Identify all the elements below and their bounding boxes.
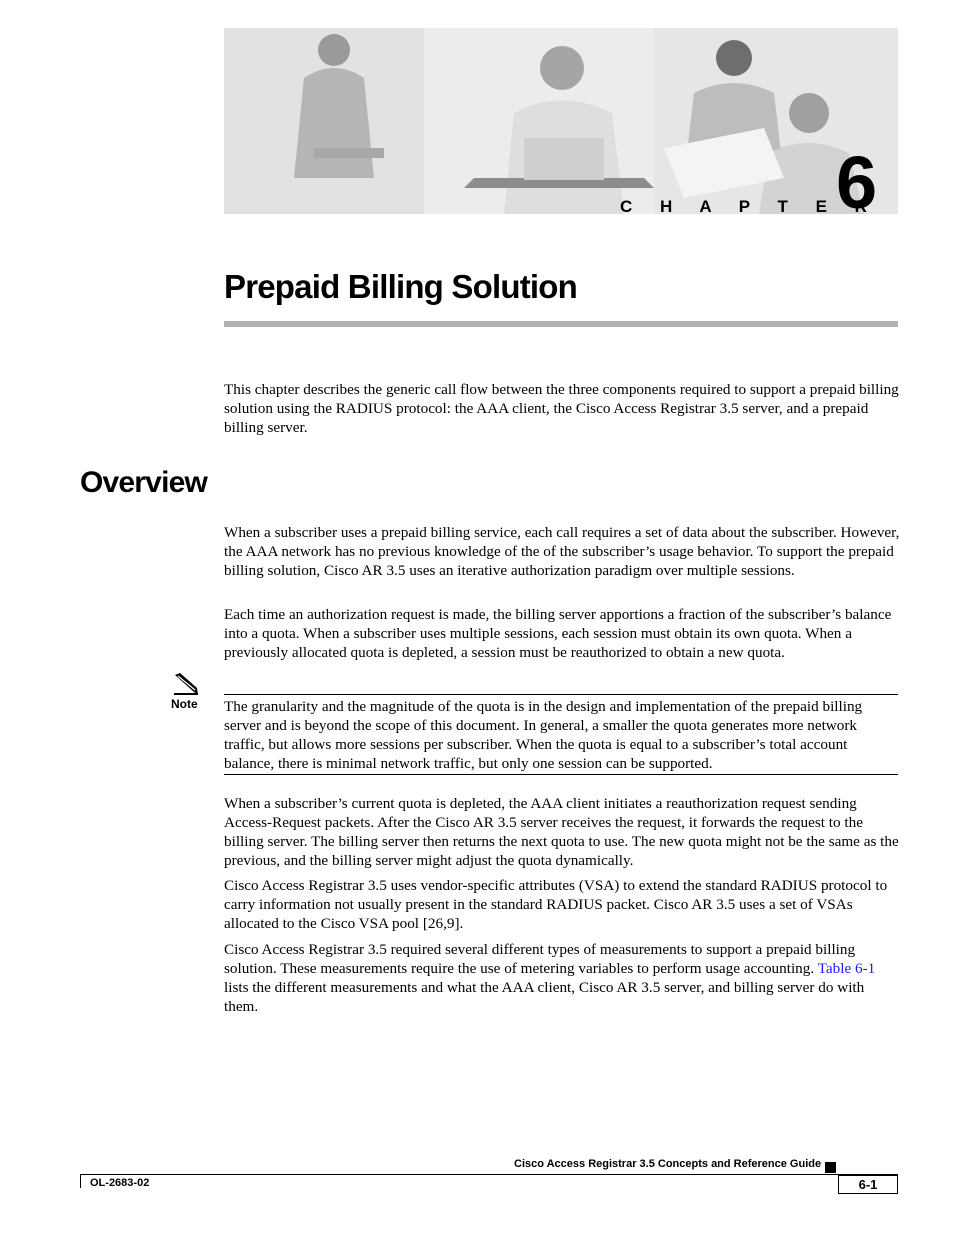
footer-rule — [80, 1174, 898, 1175]
intro-paragraph: This chapter describes the generic call flow between the three components required to support a prepaid billing solution using the RADIUS protocol: the AAA client, the Cisco Access Registrar 3.5 server, and a prepaid billing server. — [224, 381, 899, 436]
footer-tick — [80, 1174, 81, 1188]
chapter-banner-photo — [224, 28, 898, 214]
pencil-note-icon — [172, 672, 200, 696]
banner-people-illustration — [224, 28, 898, 214]
footer-marker — [825, 1162, 836, 1173]
chapter-title: Prepaid Billing Solution — [224, 268, 577, 305]
overview-paragraph-5-tail: lists the different measurements and what the AAA client, Cisco AR 3.5 server, and billing server do with them. — [224, 979, 865, 1015]
overview-paragraph-1: When a subscriber uses a prepaid billing service, each call requires a set of data about the subscriber. However, the AAA network has no previous knowledge of the of the subscriber’s usage behavior. To support the prepaid billing solution, Cisco AR 3.5 uses an iterative authorization paradigm over multiple sessions. — [224, 524, 900, 579]
section-heading: Overview — [80, 466, 208, 499]
footer-guide-title: Cisco Access Registrar 3.5 Concepts and Reference Guide — [514, 1158, 822, 1170]
overview-paragraph-2: Each time an authorization request is made, the billing server apportions a fraction of the subscriber’s balance into a quota. When a subscriber uses multiple sessions, each session must obtain its own quota. When a previously allocated quota is depleted, a session must be reauthorized to obtain a new quota. — [224, 606, 892, 661]
title-rule — [224, 321, 898, 327]
chapter-number: 6 — [836, 141, 878, 224]
overview-paragraph-3: When a subscriber’s current quota is depleted, the AAA client initiates a reauthorization request sending Access-Request packets. After the Cisco AR 3.5 server receives the request, it forwards the request to the billing server. The billing server then returns the next quota to use. The new quota might not be the same as the previous, and the billing server might adjust the quota dynamically. — [224, 795, 899, 869]
note-top-rule — [224, 694, 898, 695]
overview-paragraph-4: Cisco Access Registrar 3.5 uses vendor-specific attributes (VSA) to extend the standard RADIUS protocol to carry information not usually present in the standard RADIUS packet. Cisco AR 3.5 uses a set of VSAs allocated to the Cisco VSA pool [26,9]. — [224, 877, 888, 932]
overview-paragraph-5-text: Cisco Access Registrar 3.5 required several different types of measurements to support a prepaid billing solution. These measurements require the use of metering variables to perform usage accounting. — [224, 941, 856, 977]
footer-doc-number: OL-2683-02 — [90, 1177, 150, 1189]
note-label: Note — [171, 697, 198, 711]
chapter-label: C H A P T E R — [620, 197, 879, 216]
overview-paragraph-5 — [224, 940, 900, 1016]
table-6-1-link[interactable]: Table 6-1 — [817, 960, 876, 977]
note-bottom-rule — [224, 774, 898, 775]
page-number: 6-1 — [838, 1175, 898, 1194]
note-text: The granularity and the magnitude of the quota is in the design and implementation of the prepaid billing server and is beyond the scope of this document. In general, a smaller the quota generates more network traffic, but allows more sessions per subscriber. When the quota is equal to a subscriber’s total account balance, there is minimal network traffic, but only one session can be supported. — [224, 698, 863, 772]
